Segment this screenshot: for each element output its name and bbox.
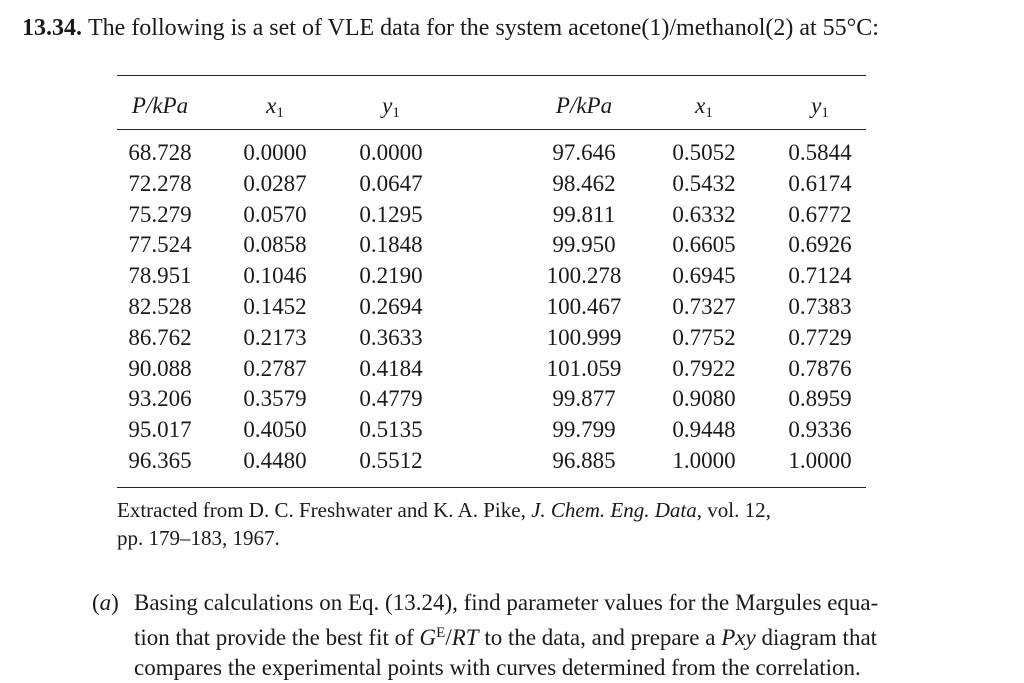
table-cell: 0.4480 xyxy=(243,448,307,473)
problem-number: 13.34. xyxy=(22,15,82,41)
column-header-p-kpa-left: P/kPa xyxy=(131,93,189,118)
table-cell: 77.524 xyxy=(128,232,192,258)
table-cell: 0.5052 xyxy=(672,140,736,165)
table-cell: 0.7327 xyxy=(672,294,736,319)
part-a-line-2: tion that provide the best fit of $G^E/RT$ to the data, and prepare a Pxy diagram that xyxy=(134,625,878,650)
table-cell: 0.2787 xyxy=(243,355,307,381)
problem-statement: The following is a set of VLE data for the system acetone(1)/methanol(2) at 55°C: xyxy=(88,15,879,41)
table-cell: 0.9336 xyxy=(788,417,852,443)
table-cell: 0.1452 xyxy=(243,294,307,319)
table-cell: 0.4050 xyxy=(243,417,307,443)
table-top-rule xyxy=(117,75,866,76)
column-header-p-kpa-right: P/kPa xyxy=(555,93,613,118)
table-header-rule xyxy=(117,129,866,130)
table-cell: 95.017 xyxy=(128,417,192,443)
table-cell: 0.1848 xyxy=(359,232,423,258)
part-a-label: (a) xyxy=(92,590,119,615)
table-cell: 98.462 xyxy=(552,170,616,196)
table-cell: 0.6945 xyxy=(672,263,736,289)
table-cell: 78.951 xyxy=(128,263,192,289)
table-cell: 0.0647 xyxy=(359,170,423,196)
table-cell: 0.0000 xyxy=(359,140,423,165)
table-cell: 72.278 xyxy=(128,170,192,196)
table-cell: 0.0287 xyxy=(243,170,307,196)
table-cell: 99.877 xyxy=(552,386,616,412)
part-a-text xyxy=(134,588,992,683)
table-cell: 1.0000 xyxy=(672,448,736,473)
table-cell: 0.9080 xyxy=(672,386,736,412)
table-cell: 0.6605 xyxy=(672,232,736,258)
caption-journal: J. Chem. Eng. Data, xyxy=(531,498,702,522)
table-cell: 68.728 xyxy=(128,140,192,165)
table-cell: 0.7383 xyxy=(788,294,852,319)
caption-volume: vol. 12, xyxy=(701,498,771,522)
table-cell: 0.1046 xyxy=(243,263,307,289)
table-cell: 75.279 xyxy=(128,201,192,227)
table-cell: 99.799 xyxy=(552,417,616,443)
table-cell: 0.6332 xyxy=(672,201,736,227)
table-cell: 0.0570 xyxy=(243,201,307,227)
table-cell: 86.762 xyxy=(128,324,192,350)
table-cell: 0.5135 xyxy=(359,417,423,443)
problem-heading xyxy=(22,12,879,44)
table-cell: 0.1295 xyxy=(359,201,423,227)
table-cell: 0.7124 xyxy=(788,263,852,289)
table-cell: 0.2190 xyxy=(359,263,423,289)
table-cell: 90.088 xyxy=(128,355,192,381)
table-cell: 101.059 xyxy=(546,355,622,381)
table-cell: 93.206 xyxy=(128,386,192,412)
table-cell: 0.7752 xyxy=(672,324,736,350)
column-header-x1-right: $x_1$ xyxy=(695,93,713,121)
table-cell: 96.365 xyxy=(128,448,192,473)
table-bottom-rule xyxy=(117,487,866,488)
table-cell: 0.4184 xyxy=(359,355,423,381)
table-cell: 0.6174 xyxy=(788,170,852,196)
table-cell: 0.0858 xyxy=(243,232,307,258)
table-cell: 1.0000 xyxy=(788,448,852,473)
table-cell: 82.528 xyxy=(128,294,192,319)
table-cell: 99.811 xyxy=(552,201,616,227)
column-header-x1-left: $x_1$ xyxy=(266,93,284,121)
table-cell: 0.4779 xyxy=(359,386,423,412)
table-cell: 97.646 xyxy=(552,140,616,165)
table-cell: 0.5432 xyxy=(672,170,736,196)
part-a-line-1: Basing calculations on Eq. (13.24), find parameter values for the Margules equa- xyxy=(134,590,879,615)
part-a-line-3: compares the experimental points with curves determined from the correlation. xyxy=(134,655,861,680)
table-cell: 0.8959 xyxy=(788,386,852,412)
table-cell: 0.7729 xyxy=(788,324,852,350)
table-cell: 0.7922 xyxy=(672,355,736,381)
table-cell: 99.950 xyxy=(552,232,616,258)
table-cell: 0.7876 xyxy=(788,355,852,381)
table-cell: 100.278 xyxy=(546,263,622,289)
table-cell: 0.2173 xyxy=(243,324,307,350)
column-header-y1-left: $y_1$ xyxy=(382,93,400,121)
table-cell: 0.9448 xyxy=(672,417,736,443)
table-cell: 0.0000 xyxy=(243,140,307,165)
table-source-caption xyxy=(117,496,877,552)
caption-pages-year: pp. 179–183, 1967. xyxy=(117,526,280,550)
table-cell: 0.5512 xyxy=(359,448,423,473)
part-a xyxy=(92,588,992,683)
table-cell: 0.6926 xyxy=(788,232,852,258)
table-cell: 0.3579 xyxy=(243,386,307,412)
table-cell: 0.2694 xyxy=(359,294,423,319)
caption-prefix: Extracted from D. C. Freshwater and K. A. Pike, xyxy=(117,498,532,522)
table-cell: 100.999 xyxy=(546,324,622,350)
column-header-y1-right: $y_1$ xyxy=(811,93,829,121)
table-cell: 96.885 xyxy=(552,448,616,473)
table-cell: 0.6772 xyxy=(788,201,852,227)
table-cell: 0.3633 xyxy=(359,324,423,350)
table-cell: 100.467 xyxy=(546,294,622,319)
table-cell: 0.5844 xyxy=(788,140,852,165)
